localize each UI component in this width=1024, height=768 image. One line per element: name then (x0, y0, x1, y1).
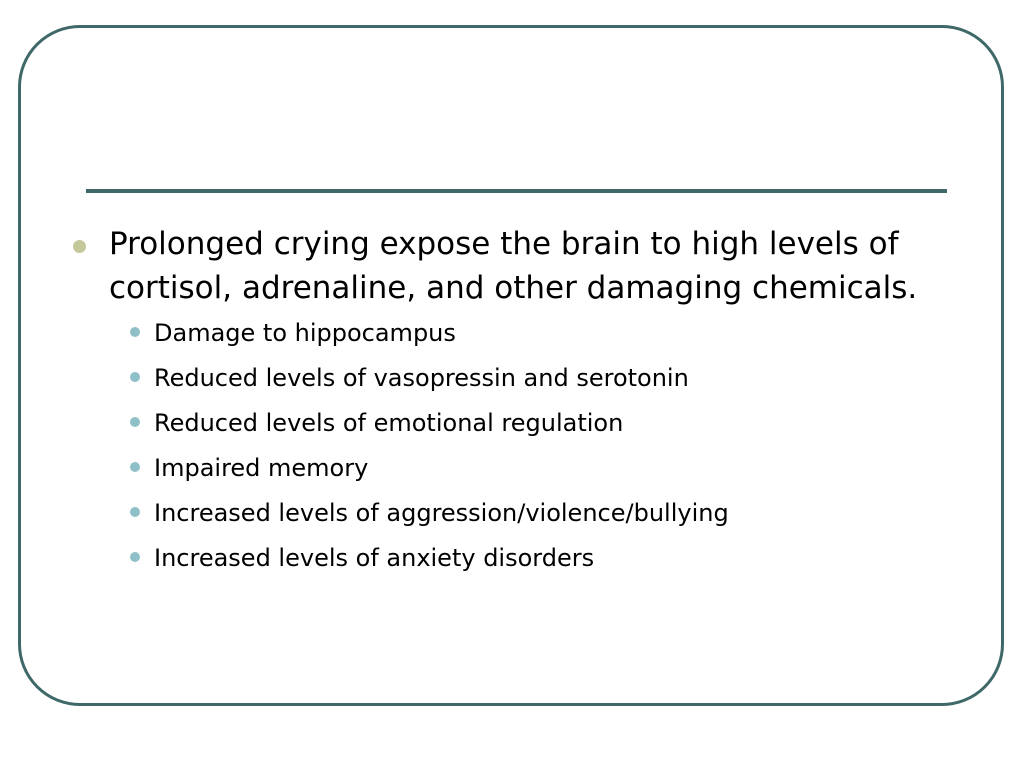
circle-bullet-icon (130, 417, 140, 427)
circle-bullet-icon (130, 552, 140, 562)
sub-bullet-text: Reduced levels of vasopressin and serotonin (154, 364, 689, 392)
sub-bullet-text: Impaired memory (154, 454, 369, 482)
circle-bullet-icon (130, 462, 140, 472)
circle-bullet-icon (130, 327, 140, 337)
sub-bullet-item (130, 318, 948, 348)
sub-bullet-item (130, 543, 948, 573)
circle-bullet-icon (130, 372, 140, 382)
sub-bullet-item (130, 363, 948, 393)
sub-bullet-item (130, 498, 948, 528)
main-bullet-text: Prolonged crying expose the brain to high levels of cortisol, adrenaline, and other damaging chemicals. (109, 226, 918, 306)
sub-bullet-text: Damage to hippocampus (154, 319, 456, 347)
sub-bullet-text: Increased levels of anxiety disorders (154, 544, 595, 572)
main-bullet-item (68, 222, 948, 310)
slide-content (68, 222, 948, 588)
circle-bullet-icon (73, 240, 86, 253)
sub-bullet-item (130, 408, 948, 438)
circle-bullet-icon (130, 507, 140, 517)
sub-bullet-text: Increased levels of aggression/violence/bullying (154, 499, 729, 527)
sub-bullet-text: Reduced levels of emotional regulation (154, 409, 624, 437)
title-divider (86, 189, 947, 193)
sub-bullet-list (68, 318, 948, 573)
sub-bullet-item (130, 453, 948, 483)
